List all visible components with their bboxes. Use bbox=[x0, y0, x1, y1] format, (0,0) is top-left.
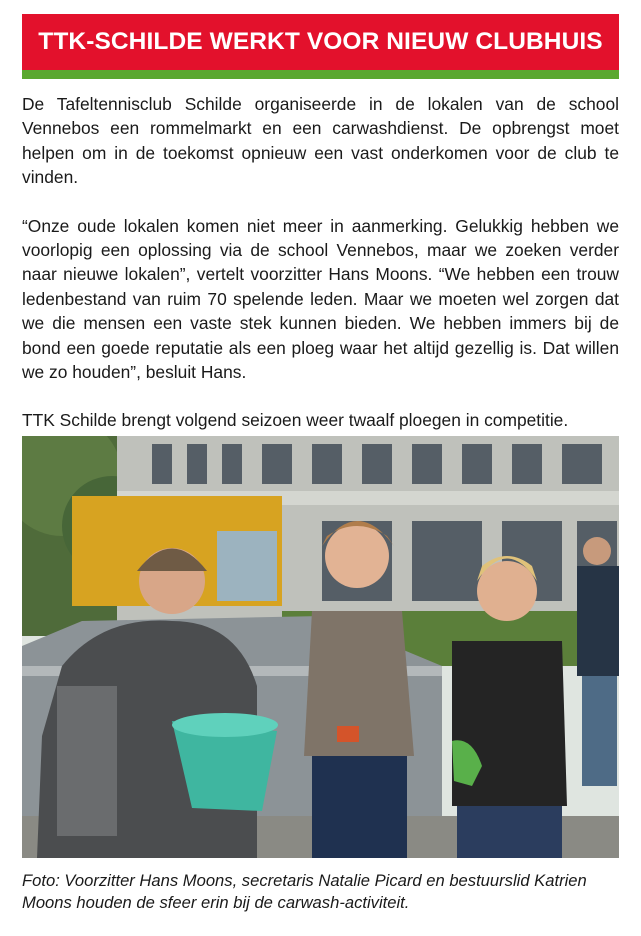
paragraph-quote: “Onze oude lokalen komen niet meer in aanmerking. Gelukkig hebben we voorlopig een oplossing via de school Vennebos, maar we zoeken verder naar nieuwe lokalen”, vertelt voorzitter Hans Moons. “We hebben een trouw ledenbestand van ruim 70 spelende leden. Maar we moeten wel zorgen dat we die mensen een vaste stek kunnen bieden. We hebben immers bij de bond een goede reputatie als een ploeg waar het altijd gezellig is. Dat willen we zo houden”, besluit Hans. bbox=[22, 215, 619, 383]
article-photo bbox=[22, 436, 619, 858]
article-body bbox=[22, 92, 619, 457]
paragraph-closing: TTK Schilde brengt volgend seizoen weer twaalf ploegen in competitie. bbox=[22, 410, 569, 431]
headline: TTK-SCHILDE WERKT VOOR NIEUW CLUBHUIS bbox=[38, 28, 603, 55]
paragraph-intro: De Tafeltennisclub Schilde organiseerde in de lokalen van de school Vennebos een rommelmarkt en een carwashdienst. De opbrengst moet helpen om in de toekomst opnieuw een vast onderkomen voor de club te vinden. bbox=[22, 94, 619, 188]
photo-caption: Foto: Voorzitter Hans Moons, secretaris Natalie Picard en bestuurslid Katrien Moons houden de sfeer erin bij de carwash-activiteit. bbox=[22, 871, 587, 912]
headline-underline bbox=[22, 70, 619, 79]
headline-banner bbox=[22, 14, 619, 70]
